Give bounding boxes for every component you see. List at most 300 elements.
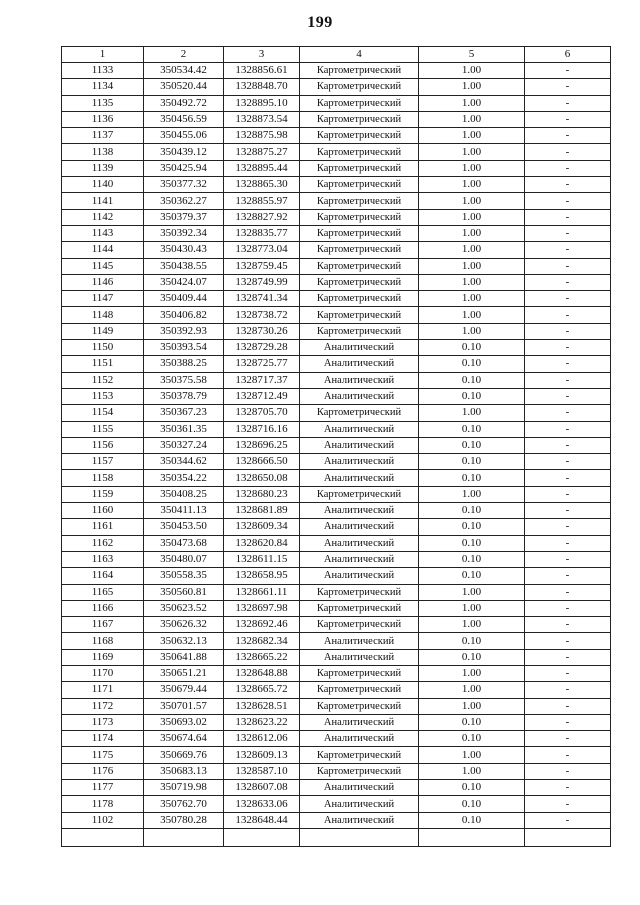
method-cell: Аналитический xyxy=(300,470,419,486)
point-number-cell: 1137 xyxy=(62,128,144,144)
y-coordinate-cell: 1328835.77 xyxy=(224,225,300,241)
y-coordinate-cell: 1328895.44 xyxy=(224,160,300,176)
empty-cell xyxy=(419,828,525,846)
point-number-cell: 1139 xyxy=(62,160,144,176)
method-cell: Аналитический xyxy=(300,568,419,584)
y-coordinate-cell: 1328696.25 xyxy=(224,437,300,453)
table-row xyxy=(62,519,611,535)
table-row xyxy=(62,780,611,796)
table-row xyxy=(62,405,611,421)
column-header: 6 xyxy=(525,47,611,63)
x-coordinate-cell: 350344.62 xyxy=(144,454,224,470)
table-row xyxy=(62,682,611,698)
empty-cell xyxy=(525,828,611,846)
method-cell: Картометрический xyxy=(300,600,419,616)
table-row xyxy=(62,388,611,404)
point-number-cell: 1155 xyxy=(62,421,144,437)
point-number-cell: 1167 xyxy=(62,617,144,633)
accuracy-cell: 0.10 xyxy=(419,568,525,584)
note-cell: - xyxy=(525,372,611,388)
method-cell: Аналитический xyxy=(300,503,419,519)
y-coordinate-cell: 1328666.50 xyxy=(224,454,300,470)
x-coordinate-cell: 350560.81 xyxy=(144,584,224,600)
table-row xyxy=(62,274,611,290)
x-coordinate-cell: 350378.79 xyxy=(144,388,224,404)
y-coordinate-cell: 1328856.61 xyxy=(224,63,300,79)
accuracy-cell: 0.10 xyxy=(419,796,525,812)
x-coordinate-cell: 350456.59 xyxy=(144,111,224,127)
method-cell: Аналитический xyxy=(300,519,419,535)
x-coordinate-cell: 350762.70 xyxy=(144,796,224,812)
note-cell: - xyxy=(525,486,611,502)
y-coordinate-cell: 1328848.70 xyxy=(224,79,300,95)
point-number-cell: 1163 xyxy=(62,551,144,567)
note-cell: - xyxy=(525,128,611,144)
x-coordinate-cell: 350409.44 xyxy=(144,291,224,307)
table-row xyxy=(62,177,611,193)
accuracy-cell: 1.00 xyxy=(419,225,525,241)
y-coordinate-cell: 1328875.98 xyxy=(224,128,300,144)
method-cell: Картометрический xyxy=(300,128,419,144)
method-cell: Картометрический xyxy=(300,682,419,698)
method-cell: Картометрический xyxy=(300,79,419,95)
note-cell: - xyxy=(525,665,611,681)
method-cell: Картометрический xyxy=(300,747,419,763)
x-coordinate-cell: 350379.37 xyxy=(144,209,224,225)
method-cell: Картометрический xyxy=(300,193,419,209)
note-cell: - xyxy=(525,356,611,372)
method-cell: Картометрический xyxy=(300,763,419,779)
empty-row xyxy=(62,828,611,846)
note-cell: - xyxy=(525,780,611,796)
note-cell: - xyxy=(525,633,611,649)
method-cell: Картометрический xyxy=(300,323,419,339)
accuracy-cell: 1.00 xyxy=(419,193,525,209)
note-cell: - xyxy=(525,160,611,176)
method-cell: Аналитический xyxy=(300,454,419,470)
y-coordinate-cell: 1328759.45 xyxy=(224,258,300,274)
table-row xyxy=(62,812,611,828)
x-coordinate-cell: 350693.02 xyxy=(144,714,224,730)
note-cell: - xyxy=(525,649,611,665)
x-coordinate-cell: 350327.24 xyxy=(144,437,224,453)
x-coordinate-cell: 350439.12 xyxy=(144,144,224,160)
accuracy-cell: 1.00 xyxy=(419,274,525,290)
y-coordinate-cell: 1328587.10 xyxy=(224,763,300,779)
point-number-cell: 1165 xyxy=(62,584,144,600)
point-number-cell: 1151 xyxy=(62,356,144,372)
accuracy-cell: 1.00 xyxy=(419,486,525,502)
point-number-cell: 1178 xyxy=(62,796,144,812)
note-cell: - xyxy=(525,209,611,225)
x-coordinate-cell: 350558.35 xyxy=(144,568,224,584)
y-coordinate-cell: 1328628.51 xyxy=(224,698,300,714)
column-header: 1 xyxy=(62,47,144,63)
accuracy-cell: 1.00 xyxy=(419,128,525,144)
method-cell: Картометрический xyxy=(300,274,419,290)
note-cell: - xyxy=(525,258,611,274)
x-coordinate-cell: 350367.23 xyxy=(144,405,224,421)
table-row xyxy=(62,291,611,307)
empty-cell xyxy=(300,828,419,846)
method-cell: Картометрический xyxy=(300,665,419,681)
point-number-cell: 1146 xyxy=(62,274,144,290)
x-coordinate-cell: 350480.07 xyxy=(144,551,224,567)
point-number-cell: 1133 xyxy=(62,63,144,79)
accuracy-cell: 0.10 xyxy=(419,503,525,519)
table-row xyxy=(62,79,611,95)
accuracy-cell: 1.00 xyxy=(419,665,525,681)
accuracy-cell: 0.10 xyxy=(419,551,525,567)
x-coordinate-cell: 350393.54 xyxy=(144,340,224,356)
method-cell: Картометрический xyxy=(300,584,419,600)
point-number-cell: 1140 xyxy=(62,177,144,193)
note-cell: - xyxy=(525,714,611,730)
table-header-row xyxy=(62,47,611,63)
point-number-cell: 1171 xyxy=(62,682,144,698)
point-number-cell: 1144 xyxy=(62,242,144,258)
table-row xyxy=(62,698,611,714)
accuracy-cell: 0.10 xyxy=(419,731,525,747)
method-cell: Аналитический xyxy=(300,372,419,388)
note-cell: - xyxy=(525,698,611,714)
method-cell: Картометрический xyxy=(300,486,419,502)
note-cell: - xyxy=(525,568,611,584)
accuracy-cell: 0.10 xyxy=(419,780,525,796)
note-cell: - xyxy=(525,731,611,747)
note-cell: - xyxy=(525,274,611,290)
y-coordinate-cell: 1328749.99 xyxy=(224,274,300,290)
table-row xyxy=(62,242,611,258)
x-coordinate-cell: 350632.13 xyxy=(144,633,224,649)
point-number-cell: 1150 xyxy=(62,340,144,356)
point-number-cell: 1145 xyxy=(62,258,144,274)
note-cell: - xyxy=(525,63,611,79)
accuracy-cell: 1.00 xyxy=(419,209,525,225)
note-cell: - xyxy=(525,454,611,470)
note-cell: - xyxy=(525,144,611,160)
accuracy-cell: 1.00 xyxy=(419,79,525,95)
y-coordinate-cell: 1328665.22 xyxy=(224,649,300,665)
y-coordinate-cell: 1328697.98 xyxy=(224,600,300,616)
note-cell: - xyxy=(525,421,611,437)
method-cell: Картометрический xyxy=(300,291,419,307)
point-number-cell: 1158 xyxy=(62,470,144,486)
method-cell: Аналитический xyxy=(300,731,419,747)
y-coordinate-cell: 1328875.27 xyxy=(224,144,300,160)
coordinates-table xyxy=(61,46,611,847)
method-cell: Картометрический xyxy=(300,307,419,323)
x-coordinate-cell: 350377.32 xyxy=(144,177,224,193)
note-cell: - xyxy=(525,193,611,209)
point-number-cell: 1156 xyxy=(62,437,144,453)
table-row xyxy=(62,323,611,339)
point-number-cell: 1176 xyxy=(62,763,144,779)
x-coordinate-cell: 350424.07 xyxy=(144,274,224,290)
method-cell: Аналитический xyxy=(300,421,419,437)
x-coordinate-cell: 350425.94 xyxy=(144,160,224,176)
point-number-cell: 1102 xyxy=(62,812,144,828)
y-coordinate-cell: 1328738.72 xyxy=(224,307,300,323)
point-number-cell: 1174 xyxy=(62,731,144,747)
table-row xyxy=(62,128,611,144)
y-coordinate-cell: 1328609.34 xyxy=(224,519,300,535)
point-number-cell: 1168 xyxy=(62,633,144,649)
x-coordinate-cell: 350411.13 xyxy=(144,503,224,519)
table-row xyxy=(62,568,611,584)
y-coordinate-cell: 1328681.89 xyxy=(224,503,300,519)
x-coordinate-cell: 350354.22 xyxy=(144,470,224,486)
accuracy-cell: 0.10 xyxy=(419,437,525,453)
table-row xyxy=(62,731,611,747)
point-number-cell: 1173 xyxy=(62,714,144,730)
accuracy-cell: 1.00 xyxy=(419,405,525,421)
empty-cell xyxy=(144,828,224,846)
method-cell: Картометрический xyxy=(300,63,419,79)
x-coordinate-cell: 350388.25 xyxy=(144,356,224,372)
accuracy-cell: 0.10 xyxy=(419,470,525,486)
x-coordinate-cell: 350473.68 xyxy=(144,535,224,551)
point-number-cell: 1164 xyxy=(62,568,144,584)
method-cell: Аналитический xyxy=(300,437,419,453)
point-number-cell: 1169 xyxy=(62,649,144,665)
table-row xyxy=(62,763,611,779)
accuracy-cell: 0.10 xyxy=(419,633,525,649)
table-row xyxy=(62,649,611,665)
table-row xyxy=(62,714,611,730)
x-coordinate-cell: 350453.50 xyxy=(144,519,224,535)
method-cell: Картометрический xyxy=(300,405,419,421)
x-coordinate-cell: 350679.44 xyxy=(144,682,224,698)
x-coordinate-cell: 350701.57 xyxy=(144,698,224,714)
method-cell: Картометрический xyxy=(300,177,419,193)
accuracy-cell: 0.10 xyxy=(419,714,525,730)
note-cell: - xyxy=(525,291,611,307)
table-row xyxy=(62,551,611,567)
note-cell: - xyxy=(525,225,611,241)
table-row xyxy=(62,209,611,225)
point-number-cell: 1138 xyxy=(62,144,144,160)
method-cell: Аналитический xyxy=(300,633,419,649)
note-cell: - xyxy=(525,111,611,127)
accuracy-cell: 1.00 xyxy=(419,698,525,714)
point-number-cell: 1170 xyxy=(62,665,144,681)
point-number-cell: 1172 xyxy=(62,698,144,714)
method-cell: Картометрический xyxy=(300,225,419,241)
note-cell: - xyxy=(525,405,611,421)
method-cell: Картометрический xyxy=(300,95,419,111)
method-cell: Аналитический xyxy=(300,714,419,730)
column-header: 3 xyxy=(224,47,300,63)
table-row xyxy=(62,160,611,176)
point-number-cell: 1143 xyxy=(62,225,144,241)
note-cell: - xyxy=(525,600,611,616)
y-coordinate-cell: 1328680.23 xyxy=(224,486,300,502)
point-number-cell: 1148 xyxy=(62,307,144,323)
note-cell: - xyxy=(525,437,611,453)
point-number-cell: 1159 xyxy=(62,486,144,502)
empty-cell xyxy=(224,828,300,846)
table-row xyxy=(62,258,611,274)
accuracy-cell: 1.00 xyxy=(419,63,525,79)
point-number-cell: 1134 xyxy=(62,79,144,95)
method-cell: Аналитический xyxy=(300,780,419,796)
method-cell: Аналитический xyxy=(300,356,419,372)
method-cell: Картометрический xyxy=(300,160,419,176)
method-cell: Картометрический xyxy=(300,111,419,127)
table-row xyxy=(62,95,611,111)
note-cell: - xyxy=(525,682,611,698)
x-coordinate-cell: 350455.06 xyxy=(144,128,224,144)
accuracy-cell: 0.10 xyxy=(419,388,525,404)
note-cell: - xyxy=(525,747,611,763)
y-coordinate-cell: 1328650.08 xyxy=(224,470,300,486)
y-coordinate-cell: 1328612.06 xyxy=(224,731,300,747)
empty-cell xyxy=(62,828,144,846)
x-coordinate-cell: 350534.42 xyxy=(144,63,224,79)
note-cell: - xyxy=(525,388,611,404)
method-cell: Аналитический xyxy=(300,340,419,356)
point-number-cell: 1160 xyxy=(62,503,144,519)
y-coordinate-cell: 1328865.30 xyxy=(224,177,300,193)
method-cell: Картометрический xyxy=(300,209,419,225)
note-cell: - xyxy=(525,584,611,600)
method-cell: Картометрический xyxy=(300,242,419,258)
x-coordinate-cell: 350438.55 xyxy=(144,258,224,274)
table-row xyxy=(62,486,611,502)
y-coordinate-cell: 1328633.06 xyxy=(224,796,300,812)
accuracy-cell: 0.10 xyxy=(419,519,525,535)
accuracy-cell: 1.00 xyxy=(419,307,525,323)
note-cell: - xyxy=(525,95,611,111)
accuracy-cell: 1.00 xyxy=(419,144,525,160)
x-coordinate-cell: 350623.52 xyxy=(144,600,224,616)
table-row xyxy=(62,747,611,763)
table-row xyxy=(62,421,611,437)
method-cell: Аналитический xyxy=(300,388,419,404)
x-coordinate-cell: 350362.27 xyxy=(144,193,224,209)
y-coordinate-cell: 1328682.34 xyxy=(224,633,300,649)
accuracy-cell: 1.00 xyxy=(419,617,525,633)
accuracy-cell: 1.00 xyxy=(419,600,525,616)
table-row xyxy=(62,600,611,616)
point-number-cell: 1154 xyxy=(62,405,144,421)
y-coordinate-cell: 1328692.46 xyxy=(224,617,300,633)
x-coordinate-cell: 350641.88 xyxy=(144,649,224,665)
method-cell: Аналитический xyxy=(300,796,419,812)
y-coordinate-cell: 1328609.13 xyxy=(224,747,300,763)
table-row xyxy=(62,665,611,681)
point-number-cell: 1135 xyxy=(62,95,144,111)
page-number: 199 xyxy=(307,14,333,31)
point-number-cell: 1136 xyxy=(62,111,144,127)
method-cell: Картометрический xyxy=(300,698,419,714)
x-coordinate-cell: 350392.34 xyxy=(144,225,224,241)
accuracy-cell: 0.10 xyxy=(419,356,525,372)
column-header: 4 xyxy=(300,47,419,63)
x-coordinate-cell: 350492.72 xyxy=(144,95,224,111)
y-coordinate-cell: 1328716.16 xyxy=(224,421,300,437)
table-row xyxy=(62,454,611,470)
table-row xyxy=(62,340,611,356)
y-coordinate-cell: 1328741.34 xyxy=(224,291,300,307)
accuracy-cell: 1.00 xyxy=(419,242,525,258)
note-cell: - xyxy=(525,340,611,356)
note-cell: - xyxy=(525,503,611,519)
note-cell: - xyxy=(525,551,611,567)
x-coordinate-cell: 350719.98 xyxy=(144,780,224,796)
method-cell: Аналитический xyxy=(300,551,419,567)
note-cell: - xyxy=(525,812,611,828)
method-cell: Аналитический xyxy=(300,535,419,551)
x-coordinate-cell: 350375.58 xyxy=(144,372,224,388)
accuracy-cell: 0.10 xyxy=(419,421,525,437)
note-cell: - xyxy=(525,307,611,323)
accuracy-cell: 1.00 xyxy=(419,160,525,176)
point-number-cell: 1162 xyxy=(62,535,144,551)
note-cell: - xyxy=(525,763,611,779)
table-row xyxy=(62,470,611,486)
y-coordinate-cell: 1328648.44 xyxy=(224,812,300,828)
accuracy-cell: 1.00 xyxy=(419,682,525,698)
y-coordinate-cell: 1328705.70 xyxy=(224,405,300,421)
point-number-cell: 1177 xyxy=(62,780,144,796)
accuracy-cell: 0.10 xyxy=(419,812,525,828)
method-cell: Аналитический xyxy=(300,649,419,665)
accuracy-cell: 1.00 xyxy=(419,747,525,763)
y-coordinate-cell: 1328855.97 xyxy=(224,193,300,209)
column-header: 2 xyxy=(144,47,224,63)
accuracy-cell: 0.10 xyxy=(419,372,525,388)
method-cell: Аналитический xyxy=(300,812,419,828)
y-coordinate-cell: 1328717.37 xyxy=(224,372,300,388)
y-coordinate-cell: 1328661.11 xyxy=(224,584,300,600)
table-row xyxy=(62,796,611,812)
table-row xyxy=(62,225,611,241)
note-cell: - xyxy=(525,519,611,535)
x-coordinate-cell: 350520.44 xyxy=(144,79,224,95)
table-row xyxy=(62,144,611,160)
accuracy-cell: 0.10 xyxy=(419,340,525,356)
point-number-cell: 1153 xyxy=(62,388,144,404)
table-row xyxy=(62,111,611,127)
accuracy-cell: 1.00 xyxy=(419,177,525,193)
table-row xyxy=(62,503,611,519)
x-coordinate-cell: 350626.32 xyxy=(144,617,224,633)
table-row xyxy=(62,584,611,600)
point-number-cell: 1166 xyxy=(62,600,144,616)
y-coordinate-cell: 1328725.77 xyxy=(224,356,300,372)
point-number-cell: 1175 xyxy=(62,747,144,763)
point-number-cell: 1152 xyxy=(62,372,144,388)
note-cell: - xyxy=(525,79,611,95)
table-row xyxy=(62,633,611,649)
note-cell: - xyxy=(525,242,611,258)
point-number-cell: 1149 xyxy=(62,323,144,339)
note-cell: - xyxy=(525,535,611,551)
table-row xyxy=(62,372,611,388)
note-cell: - xyxy=(525,470,611,486)
table-body xyxy=(62,63,611,847)
y-coordinate-cell: 1328730.26 xyxy=(224,323,300,339)
accuracy-cell: 1.00 xyxy=(419,111,525,127)
note-cell: - xyxy=(525,796,611,812)
table-row xyxy=(62,307,611,323)
accuracy-cell: 1.00 xyxy=(419,763,525,779)
accuracy-cell: 1.00 xyxy=(419,258,525,274)
accuracy-cell: 1.00 xyxy=(419,584,525,600)
method-cell: Картометрический xyxy=(300,144,419,160)
